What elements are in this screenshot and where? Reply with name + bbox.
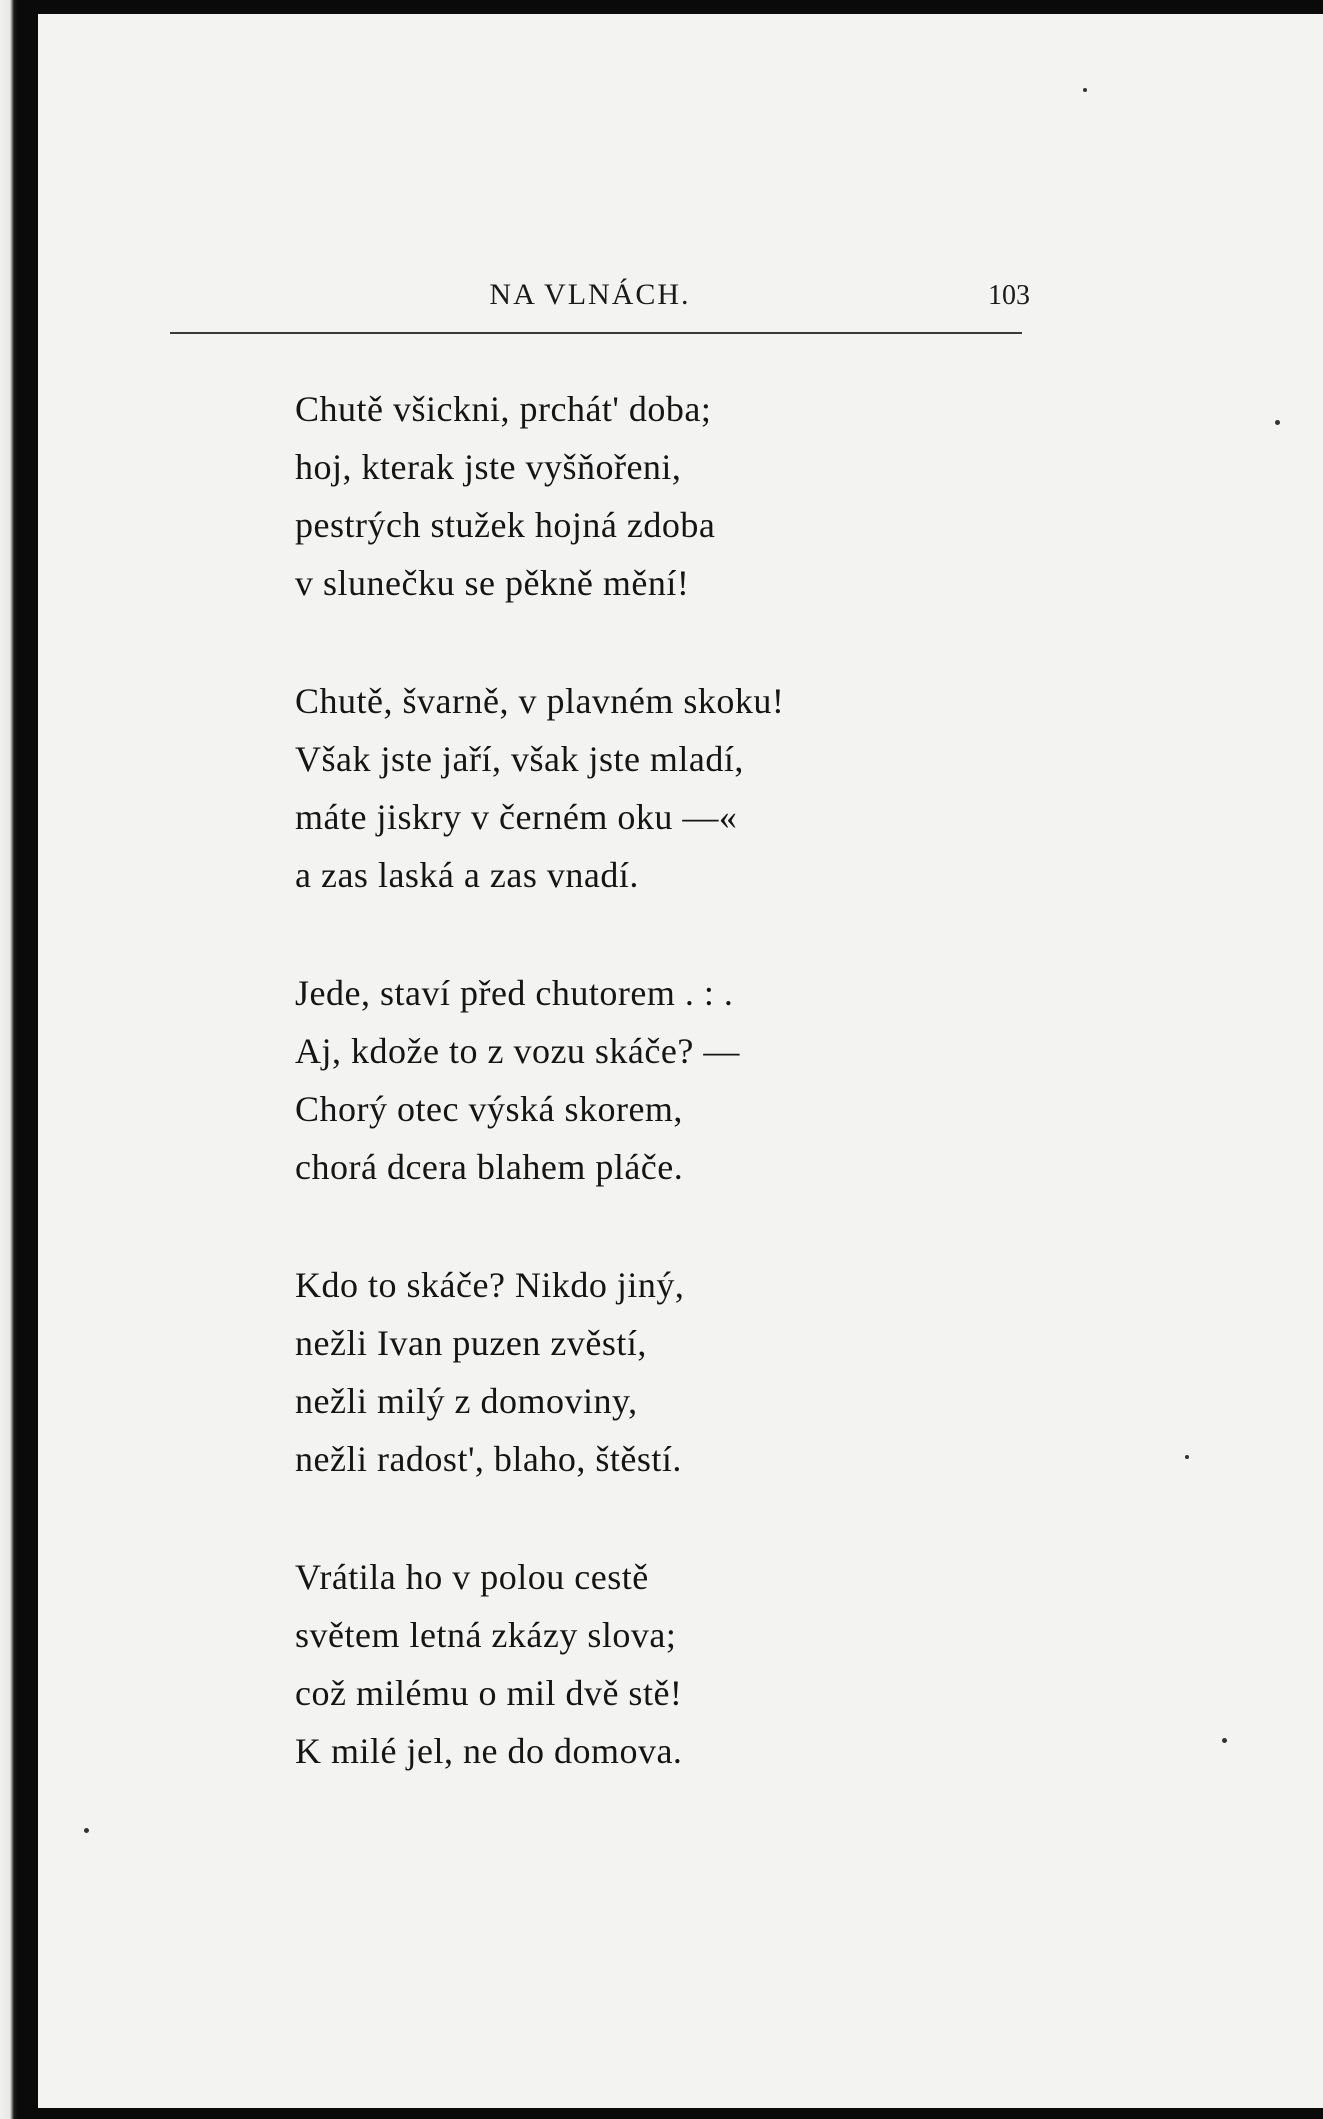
stanza-4 [295,1256,995,1488]
poem-line: Však jste jaří, však jste mladí, [295,739,744,779]
stanza-5 [295,1548,995,1780]
stanza-1 [295,380,995,612]
scan-speck [1083,88,1087,92]
poem-line: pestrých stužek hojná zdoba [295,505,716,545]
scan-speck [1185,1455,1189,1459]
poem-line: nežli Ivan puzen zvěstí, [295,1323,647,1363]
stanza-3 [295,964,995,1196]
poem-line: máte jiskry v černém oku —« [295,797,738,837]
poem-line: což milému o mil dvě stě! [295,1673,683,1713]
poem-line: v slunečku se pěkně mění! [295,563,690,603]
poem [295,380,995,1840]
poem-line: světem letná zkázy slova; [295,1615,677,1655]
running-title: NA VLNÁCH. [489,278,691,311]
poem-line: hoj, kterak jste vyšňořeni, [295,447,682,487]
poem-line: Aj, kdože to z vozu skáče? — [295,1031,740,1071]
poem-line: Chutě všickni, prchát' doba; [295,389,712,429]
stanza-2 [295,672,995,904]
poem-line: a zas laská a zas vnadí. [295,855,639,895]
header-rule [170,332,1022,334]
poem-line: nežli radost', blaho, štěstí. [295,1439,682,1479]
scan-speck [1275,420,1280,425]
poem-line: Vrátila ho v polou cestě [295,1557,649,1597]
page-header [170,278,1030,318]
poem-line: Kdo to skáče? Nikdo jiný, [295,1265,685,1305]
scan-speck [84,1828,89,1833]
poem-line: nežli milý z domoviny, [295,1381,638,1421]
poem-line: chorá dcera blahem pláče. [295,1147,684,1187]
poem-line: Chutě, švarně, v plavném skoku! [295,681,785,721]
poem-line: Chorý otec výská skorem, [295,1089,683,1129]
poem-line: K milé jel, ne do domova. [295,1731,683,1771]
scan-speck [1222,1738,1227,1743]
poem-line: Jede, staví před chutorem . : . [295,973,734,1013]
page-left-edge [0,0,18,2119]
page-number: 103 [988,280,1030,311]
